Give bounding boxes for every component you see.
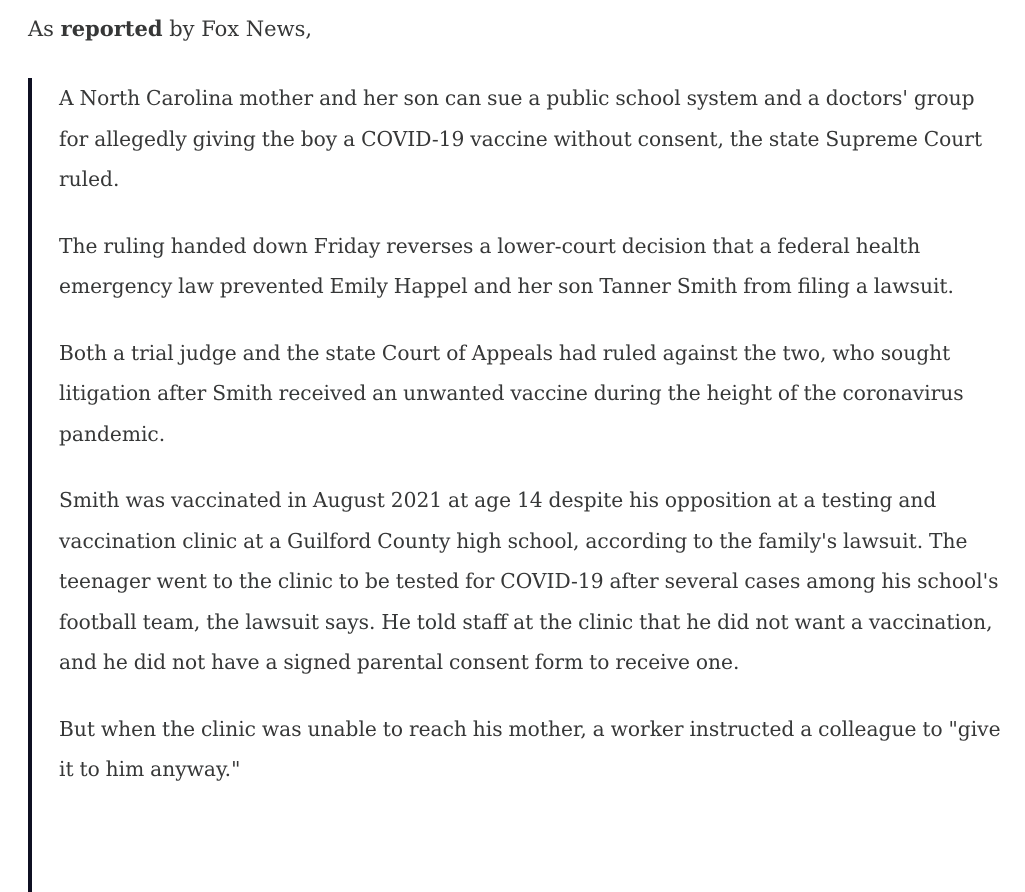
quote-paragraph-3: Both a trial judge and the state Court of Appeals had ruled against the two, who sought litigation after Smith received an unwanted vaccine during the height of the coronavirus pandemic.	[59, 340, 964, 446]
blockquote	[28, 78, 1025, 892]
intro-prefix: As	[28, 17, 61, 41]
intro-line	[28, 11, 312, 47]
quote-paragraph-1: A North Carolina mother and her son can sue a public school system and a doctors' group for allegedly giving the boy a COVID-19 vaccine without consent, the state Supreme Court ruled.	[59, 86, 983, 191]
quote-paragraph-4: Smith was vaccinated in August 2021 at age 14 despite his opposition at a testing and vaccination clinic at a Guilford County high school, according to the family's lawsuit. The teenager went to the clinic to be tested for COVID-19 after several cases among his school's football team, the lawsuit says. He told staff at the clinic that he did not want a vaccination, and he did not have a signed parental consent form to receive one.	[59, 488, 999, 674]
quote-paragraph-2: The ruling handed down Friday reverses a lower-court decision that a federal health emergency law prevented Emily Happel and her son Tanner Smith from filing a lawsuit.	[59, 233, 954, 298]
quote-paragraph-5: But when the clinic was unable to reach his mother, a worker instructed a colleague to "give it to him anyway."	[59, 716, 1001, 781]
reported-link[interactable]: reported	[60, 16, 163, 41]
intro-suffix: by Fox News,	[162, 17, 313, 41]
